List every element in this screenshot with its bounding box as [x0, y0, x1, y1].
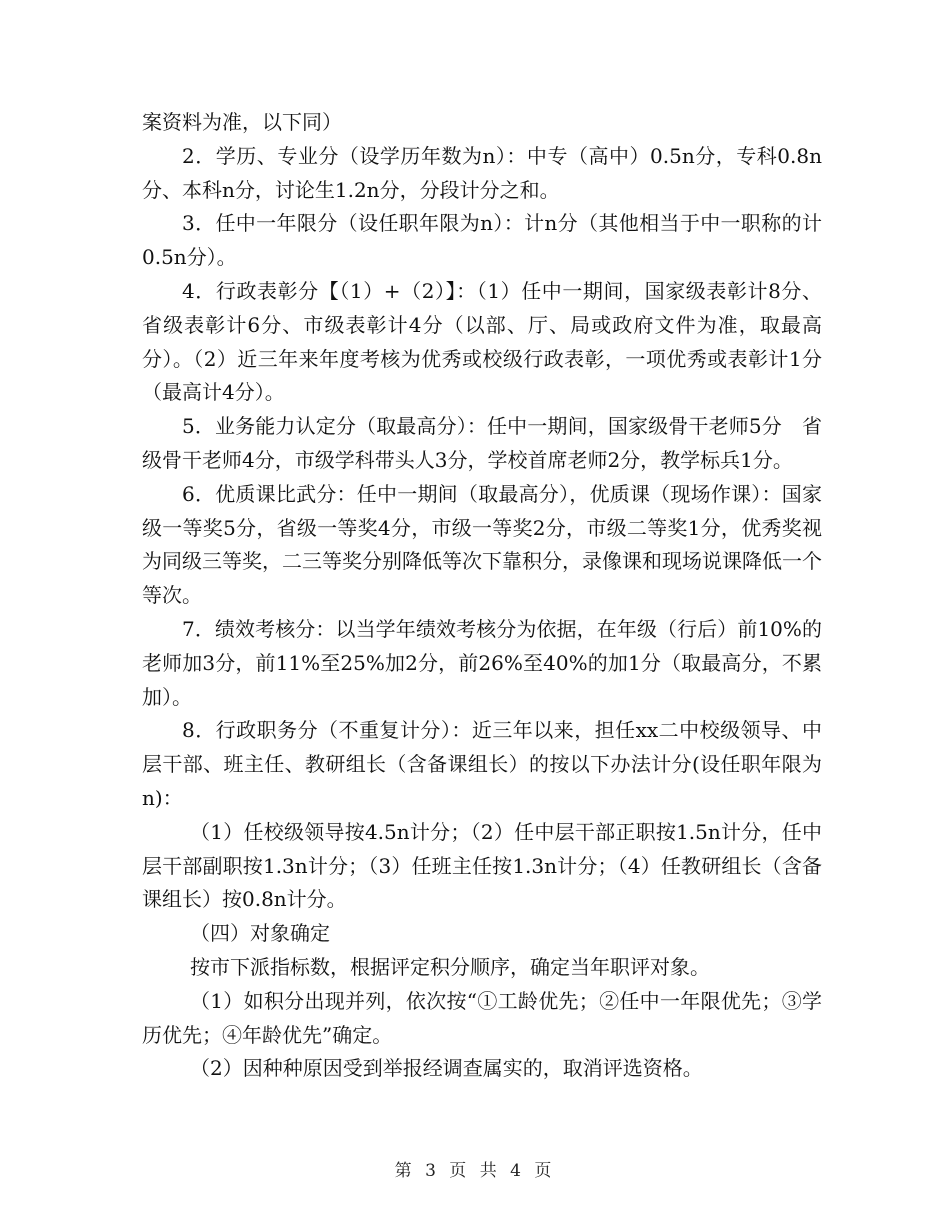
paragraph-disqualification-rule: （2）因种种原因受到举报经调查属实的，取消评选资格。 — [190, 1056, 703, 1081]
section-heading-object-determination: （四）对象确定 — [190, 921, 330, 946]
paragraph-item-2: 2．学历、专业分（设学历年数为n）：中专（高中）0.5n分，专科0.8n分、本科n分，讨论生1.2n分，分段计分之和。 — [142, 143, 822, 202]
document-body — [142, 106, 822, 1086]
paragraph-tie-break-rule: （1）如积分出现并列，依次按“①工龄优先；②任中一年限优先；③学历优先；④年龄优先”确定。 — [142, 988, 822, 1047]
paragraph-item-8-details: （1）任校级领导按4.5n计分；（2）任中层干部正职按1.5n计分，任中层干部副职按1.3n计分；（3）任班主任按1.3n计分；（4）任教研组长（含备课组长）按0.8n计分。 — [142, 819, 822, 912]
paragraph-quota-rule: 按市下派指标数，根据评定积分顺序，确定当年职评对象。 — [190, 954, 710, 979]
page-number-footer: 第 3 页 共 4 页 — [394, 1161, 556, 1181]
paragraph-item-4: 4．行政表彰分【（1）+（2）】：（1）任中一期间，国家级表彰计8分、省级表彰计6分、市级表彰计4分（以部、厅、局或政府文件为准，取最高分）。（2）近三年来年度考核为优秀或校级行政表彰，一项优秀或表彰计1分（最高计4分）。 — [142, 278, 822, 405]
paragraph-item-6: 6．优质课比武分：任中一期间（取最高分），优质课（现场作课）：国家级一等奖5分，省级一等奖4分，市级一等奖2分，市级二等奖1分，优秀奖视为同级三等奖，二三等奖分别降低等次下靠积分，录像课和现场说课降低一个等次。 — [142, 481, 822, 608]
paragraph-item-8: 8．行政职务分（不重复计分）：近三年以来，担任xx二中校级领导、中层干部、班主任、教研组长（含备课组长）的按以下办法计分(设任职年限为n)： — [142, 718, 822, 810]
paragraph-continuation: 案资料为准，以下同） — [142, 110, 342, 134]
paragraph-item-5: 5．业务能力认定分（取最高分）：任中一期间，国家级骨干老师5分 省级骨干老师4分，市级学科带头人3分，学校首席老师2分，教学标兵1分。 — [142, 414, 822, 472]
paragraph-item-7: 7．绩效考核分：以当学年绩效考核分为依据，在年级（行后）前10%的老师加3分，前11%至25%加2分，前26%至40%的加1分（取最高分，不累加）。 — [142, 616, 822, 709]
paragraph-item-3: 3．任中一年限分（设任职年限为n）：计n分（其他相当于中一职称的计0.5n分）。 — [142, 211, 822, 270]
